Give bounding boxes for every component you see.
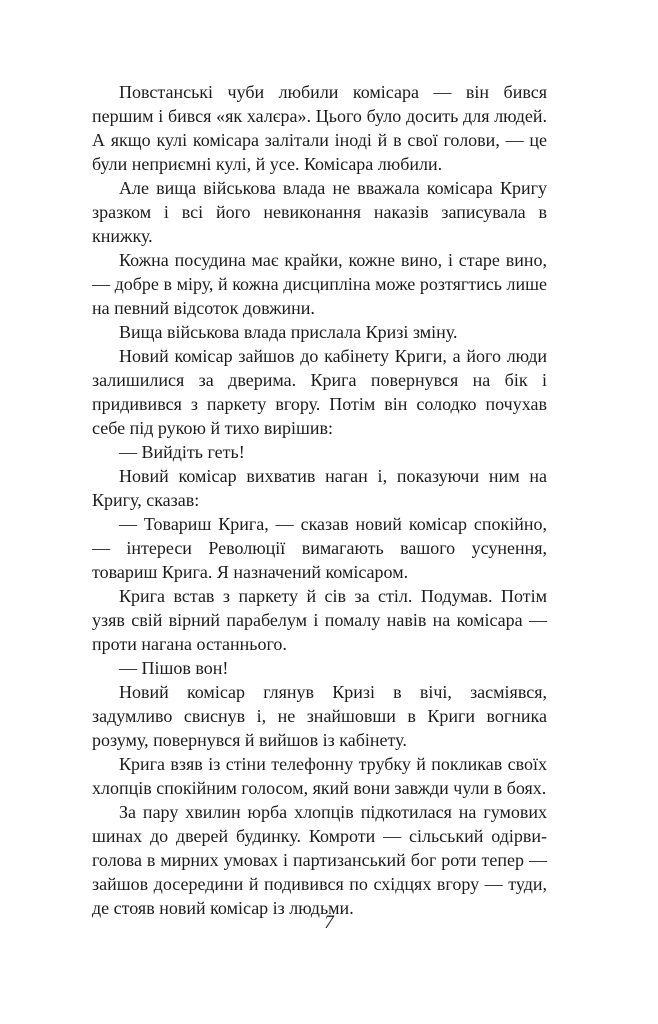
paragraph: За пару хвилин юрба хлопців підкотилася на гумових шинах до дверей будинку. Комроти — сільський одірви-голова в мирних умовах і партизанський бог роти тепер — зайшов досередини й подивився по східцях вгору — туди, де стояв новий комісар із людьми.: [92, 802, 547, 918]
paragraph: Крига встав з паркету й сів за стіл. Подумав. Потім узяв свій вірний парабелум і помалу навів на комісара — проти нагана останнього.: [92, 586, 547, 654]
paragraph: Новий комісар зайшов до кабінету Криги, а його люди залишилися за дверима. Крига повернувся на бік і придивився з паркету вгору. Потім він солодко почухав себе під рукою й тихо вирішив:: [92, 346, 547, 438]
paragraph: — Пішов вон!: [119, 658, 229, 678]
page-text: [92, 80, 547, 920]
paragraph: — Вийдіть геть!: [119, 442, 245, 462]
paragraph: Новий комісар вихватив наган і, показуючи ним на Кригу, сказав:: [92, 466, 547, 510]
paragraph: Вища військова влада прислала Кризі зміну.: [119, 322, 458, 342]
paragraph: Повстанські чуби любили комісара — він бився першим і бився «як халєра». Цього було досить для людей. А якщо кулі комісара залітали іноді й в свої голови, — це були неприємні кулі, й усе. Комісара любили.: [92, 82, 547, 174]
paragraph: — Товариш Крига, — сказав новий комісар спокійно, — інтереси Революції вимагають вашого усунення, товариш Крига. Я назначений комісаром.: [92, 514, 547, 582]
paragraph: Крига взяв із стіни телефонну трубку й покликав своїх хлопців спокійним голосом, який вони завжди чули в боях.: [92, 754, 547, 798]
paragraph: Новий комісар глянув Кризі в вічі, засміявся, задумливо свиснув і, не знайшовши в Криги вогника розуму, повернувся й вийшов із кабінету.: [92, 682, 547, 750]
paragraph: Але вища військова влада не вважала комісара Кригу зразком і всі його невиконання наказів записувала в книжку.: [92, 178, 547, 246]
paragraph: Кожна посудина має крайки, кожне вино, і старе вино, — добре в міру, й кожна дисципліна може розтягтись лише на певний відсоток довжини.: [92, 250, 547, 318]
page-number: 7: [324, 912, 334, 933]
